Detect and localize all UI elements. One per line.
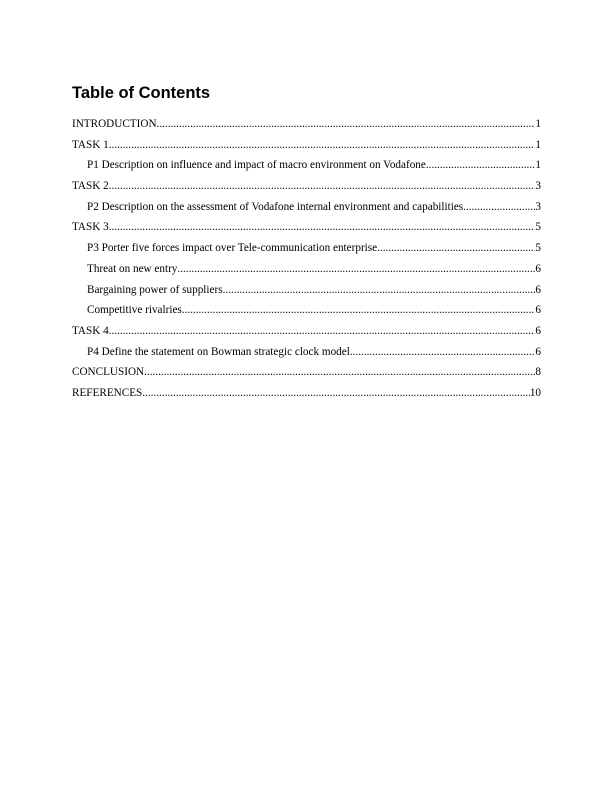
toc-entry-p4[interactable]	[72, 344, 541, 365]
toc-entry-introduction[interactable]	[72, 116, 541, 137]
toc-entry-label: Threat on new entry	[87, 262, 178, 275]
toc-entry-label: P2 Description on the assessment of Vodafone internal environment and capabilities.	[87, 200, 466, 213]
toc-entry-page-number: 3	[535, 180, 541, 193]
toc-entry-label: CONCLUSION	[72, 366, 145, 379]
toc-entry-page-number: 6	[535, 262, 541, 275]
toc-entry-label: Competitive rivalries	[87, 304, 182, 317]
dot-leader	[109, 219, 536, 235]
toc-entry-label: REFERENCES	[72, 386, 143, 399]
toc-entry-label: Bargaining power of suppliers	[87, 283, 223, 296]
toc-entry-p3[interactable]	[72, 240, 541, 261]
toc-entry-page-number: 3	[535, 200, 541, 213]
toc-entry-bargaining-power[interactable]	[72, 282, 541, 303]
toc-title: Table of Contents	[72, 84, 211, 102]
toc-entry-page-number: 1	[535, 118, 541, 130]
toc-entry-page-number: 5	[535, 242, 541, 255]
dot-leader	[466, 199, 535, 215]
toc-entry-page-number: 6	[535, 345, 541, 358]
toc-entry-task-3[interactable]	[72, 219, 541, 240]
dot-leader	[144, 364, 535, 380]
dot-leader	[109, 137, 536, 153]
toc-entry-task-1[interactable]	[72, 137, 541, 158]
toc-list	[72, 116, 541, 406]
toc-entry-page-number: 6	[535, 324, 541, 337]
toc-entry-label: P1 Description on influence and impact of macro environment on Vodafone	[87, 159, 426, 172]
dot-leader	[426, 157, 536, 173]
toc-entry-label: TASK 1	[72, 138, 109, 151]
dot-leader	[380, 240, 536, 256]
toc-entry-label: P4 Define the statement on Bowman strategic clock model	[87, 345, 350, 358]
toc-entry-threat-on-new-entry[interactable]	[72, 261, 541, 282]
toc-entry-page-number: 8	[535, 366, 541, 379]
toc-entry-page-number: 1	[535, 138, 541, 151]
toc-entry-page-number: 6	[535, 304, 541, 317]
dot-leader	[142, 385, 530, 401]
dot-leader	[182, 302, 536, 318]
toc-entry-page-number: 6	[535, 283, 541, 296]
dot-leader	[223, 282, 536, 298]
dot-leader	[109, 323, 536, 339]
toc-entry-page-number: 5	[535, 221, 541, 234]
toc-entry-task-2[interactable]	[72, 178, 541, 199]
toc-entry-page-number: 10	[529, 386, 541, 399]
toc-entry-page-number: 1	[535, 159, 541, 172]
toc-entry-conclusion[interactable]	[72, 364, 541, 385]
toc-entry-p2[interactable]	[72, 199, 541, 220]
toc-entry-label: P3 Porter five forces impact over Tele-communication enterprise.	[87, 242, 380, 255]
toc-entry-label: TASK 4	[72, 324, 109, 337]
toc-entry-label: TASK 3	[72, 221, 109, 234]
toc-entry-label: TASK 2	[72, 180, 109, 193]
toc-entry-task-4[interactable]	[72, 323, 541, 344]
dot-leader	[157, 116, 536, 132]
toc-entry-references[interactable]	[72, 385, 541, 406]
toc-entry-competitive-rivalries[interactable]	[72, 302, 541, 323]
toc-entry-label: INTRODUCTION	[72, 118, 157, 130]
dot-leader	[350, 344, 536, 360]
dot-leader	[109, 178, 536, 194]
toc-entry-p1[interactable]	[72, 157, 541, 178]
dot-leader	[177, 261, 535, 277]
